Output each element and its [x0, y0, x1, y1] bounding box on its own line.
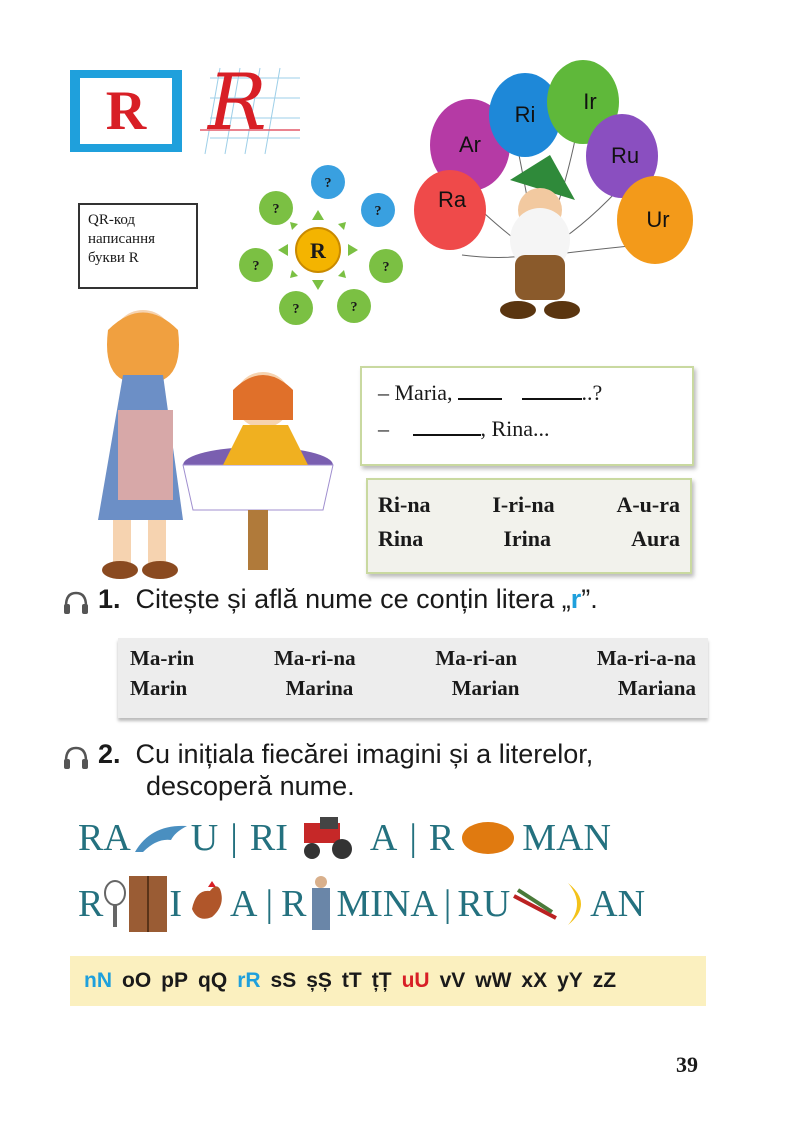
- alphabet-pair: yY: [557, 969, 583, 992]
- dialog-line-2: [378, 416, 676, 452]
- exercise-number: 2.: [98, 739, 121, 769]
- wheel-question-mark: ?: [324, 176, 332, 191]
- whole-name: Mariana: [617, 676, 696, 700]
- rebus-divider: |: [443, 883, 452, 925]
- sled-icon: [510, 884, 560, 924]
- syllable-word: I-ri-na: [492, 492, 555, 517]
- answer-blank[interactable]: [458, 398, 502, 400]
- exercise-text: Citește și află nume ce conțin litera „: [135, 584, 571, 614]
- alphabet-pair: qQ: [198, 969, 228, 992]
- alphabet-pair: sS: [270, 969, 297, 992]
- wheel-question-mark: ?: [224, 149, 232, 164]
- syllable-word: Ri-na: [378, 492, 431, 517]
- rebus-letters: MINA: [336, 883, 438, 925]
- dialog-text: , Rina...: [480, 416, 550, 441]
- script-letter: R: [208, 58, 267, 148]
- alphabet-pair: uU: [401, 969, 430, 992]
- qr-line: QR-код: [88, 212, 136, 228]
- alphabet-pair: țȚ: [371, 969, 392, 992]
- alphabet-pair: xX: [521, 969, 548, 992]
- rebus-divider: |: [409, 817, 417, 859]
- rebus-letters: RA: [78, 817, 131, 859]
- wheel-question-mark: ?: [252, 259, 260, 274]
- whole-name: Marin: [130, 676, 188, 700]
- rebus-letters: R: [428, 817, 455, 859]
- syllable-word: A-u-ra: [616, 492, 680, 517]
- answer-blank[interactable]: [413, 434, 481, 436]
- alphabet-pair: rR: [237, 969, 261, 992]
- balloon-label: Ur: [646, 207, 670, 232]
- highlight-letter: r: [570, 584, 582, 614]
- whole-word: Irina: [503, 526, 552, 551]
- alphabet-pair: șȘ: [306, 969, 332, 992]
- mirror-icon: [103, 879, 127, 929]
- rebus-letters: R: [281, 883, 307, 925]
- dialog-text: ..?: [581, 380, 603, 405]
- alphabet-pair: vV: [439, 969, 466, 992]
- dolphin-icon: [131, 818, 191, 858]
- whole-word: Aura: [631, 526, 680, 551]
- alphabet-pair: nN: [84, 969, 112, 992]
- page-number: 39: [676, 1052, 698, 1077]
- exercise-text: descoperă nume.: [146, 771, 355, 801]
- dialog-text: – Maria,: [378, 380, 453, 405]
- answer-blank[interactable]: [522, 398, 582, 400]
- alphabet-pair: oO: [122, 969, 152, 992]
- balloon-label: Ru: [610, 143, 640, 168]
- qr-code-box[interactable]: [78, 203, 198, 289]
- alphabet-pair: tT: [341, 969, 362, 992]
- whole-word: Rina: [378, 526, 424, 551]
- balloon-label: Ar: [459, 132, 481, 157]
- rebus-letters: A: [230, 883, 258, 925]
- dialog-text: –: [378, 416, 389, 441]
- names-table: [118, 638, 708, 718]
- alphabet-pair: pP: [161, 969, 189, 992]
- balloon-label: Ir: [583, 89, 597, 114]
- balloons-gnome-illustration: [400, 60, 720, 350]
- tractor-icon: [294, 815, 364, 861]
- rebus-letters: RU: [457, 883, 511, 925]
- rebus-letters: R: [78, 883, 104, 925]
- exercise-1-instruction: [98, 584, 598, 615]
- headphones-icon[interactable]: [62, 589, 90, 617]
- syllable-name: Ma-ri-an: [435, 646, 518, 670]
- balloon-label: Ri: [514, 102, 536, 127]
- headphones-icon[interactable]: [62, 744, 90, 772]
- whole-name: Marian: [451, 676, 520, 700]
- dialog-box: [360, 366, 694, 466]
- alphabet-strip: [70, 956, 706, 1006]
- dialog-line-1: [378, 380, 676, 416]
- man-in-coat-icon: [306, 874, 336, 934]
- whole-name: Marina: [285, 676, 354, 700]
- exercise-text: ”.: [581, 584, 598, 614]
- rebus-row-2: [78, 872, 645, 936]
- egg-icon: [458, 818, 518, 858]
- wheel-question-mark: ?: [292, 302, 300, 317]
- wheel-center: R: [310, 238, 326, 263]
- exercise-2-instruction: [98, 738, 738, 802]
- print-letter-box: [70, 70, 182, 152]
- wheel-question-mark: ?: [382, 260, 390, 275]
- rebus-letters: AN: [590, 883, 646, 925]
- syllable-name: Ma-ri-a-na: [596, 646, 696, 670]
- exercise-text: Cu inițiala fiecărei imagini și a literelor,: [135, 739, 594, 769]
- syllable-name: Ma-ri-na: [273, 646, 356, 670]
- rooster-icon: [182, 879, 230, 929]
- print-letter: R: [80, 78, 172, 144]
- rebus-divider: |: [265, 883, 274, 925]
- qr-line: букви R: [88, 250, 139, 266]
- rebus-divider: |: [230, 817, 238, 859]
- rebus-row-1: [78, 810, 611, 866]
- alphabet-pair: zZ: [592, 969, 617, 992]
- exercise-number: 1.: [98, 584, 121, 614]
- crescent-moon-icon: [560, 879, 590, 929]
- wheel-question-mark: ?: [350, 300, 358, 315]
- qr-line: написання: [88, 231, 155, 247]
- girls-tea-party-illustration: [68, 290, 368, 590]
- balloon-label: Ra: [437, 187, 467, 212]
- rebus-letters: RI: [249, 817, 288, 859]
- wardrobe-icon: [127, 874, 169, 934]
- rebus-letters: A: [369, 817, 398, 859]
- wheel-question-mark: ?: [374, 204, 382, 219]
- rebus-letters: MAN: [522, 817, 611, 859]
- alphabet-pair: wW: [475, 969, 512, 992]
- syllable-name: Ma-rin: [130, 646, 195, 670]
- syllable-table: [366, 478, 692, 574]
- rebus-letters: I: [169, 883, 183, 925]
- rebus-letters: U: [190, 817, 219, 859]
- wheel-question-mark: ?: [272, 202, 280, 217]
